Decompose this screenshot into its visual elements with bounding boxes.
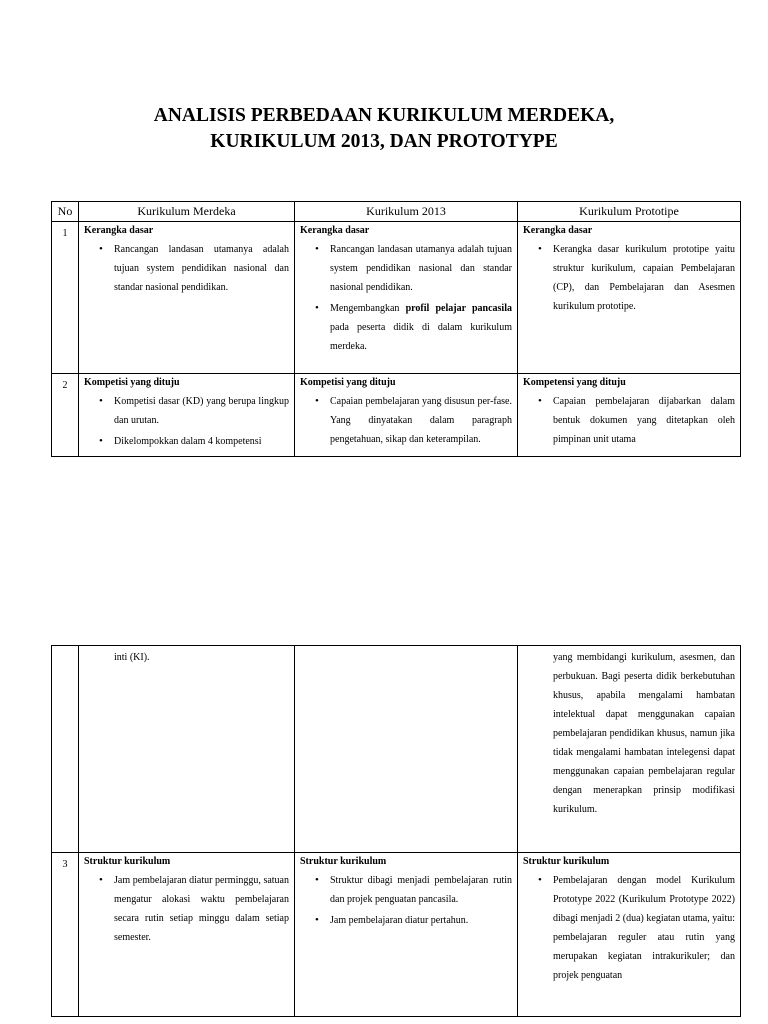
comparison-table-page-2 bbox=[51, 645, 741, 1017]
list-item: • Capaian pembelajaran dijabarkan dalam bentuk dokumen yang ditetapkan oleh pimpinan unit utama bbox=[553, 392, 735, 449]
list-item: • Struktur dibagi menjadi pembelajaran rutin dan projek penguatan pancasila. bbox=[330, 871, 512, 909]
header-prototipe: Kurikulum Prototipe bbox=[518, 202, 741, 222]
table-header-row bbox=[52, 202, 741, 222]
cell-heading: Kerangka dasar bbox=[300, 225, 370, 236]
cell-heading: Kerangka dasar bbox=[523, 225, 593, 236]
table-row bbox=[52, 222, 741, 374]
continued-text: inti (KI). bbox=[114, 652, 150, 663]
row-number: 1 bbox=[52, 222, 79, 374]
row-number bbox=[52, 646, 79, 853]
cell-heading: Struktur kurikulum bbox=[523, 856, 610, 867]
header-no: No bbox=[52, 202, 79, 222]
table-row-continued bbox=[52, 646, 741, 853]
cell-2013 bbox=[295, 853, 518, 1017]
cell-merdeka bbox=[79, 374, 295, 457]
cell-2013 bbox=[295, 646, 518, 853]
title-line-2: KURIKULUM 2013, DAN PROTOTYPE bbox=[210, 131, 558, 152]
cell-heading: Kompetisi yang dituju bbox=[300, 377, 396, 388]
list-item: • Kompetisi dasar (KD) yang berupa lingkup dan urutan. bbox=[114, 392, 289, 430]
cell-2013 bbox=[295, 374, 518, 457]
list-item: • Kerangka dasar kurikulum prototipe yaitu struktur kurikulum, capaian Pembelajaran (CP), dan Pembelajaran dan Asesmen kurikulum prototipe. bbox=[553, 240, 735, 316]
comparison-table-page-1 bbox=[51, 201, 741, 457]
table-row bbox=[52, 853, 741, 1017]
cell-heading: Struktur kurikulum bbox=[300, 856, 387, 867]
list-item: • Pembelajaran dengan model Kurikulum Prototype 2022 (Kurikulum Prototype 2022) dibagi menjadi 2 (dua) kegiatan utama, yaitu: pembelajaran reguler atau rutin yang merupakan kegiatan intrakurikuler; dan projek penguatan bbox=[553, 871, 735, 985]
text-span: Mengembangkan bbox=[330, 303, 406, 314]
header-2013: Kurikulum 2013 bbox=[295, 202, 518, 222]
cell-prototipe bbox=[518, 646, 741, 853]
cell-prototipe bbox=[518, 222, 741, 374]
cell-prototipe bbox=[518, 374, 741, 457]
row-number: 3 bbox=[52, 853, 79, 1017]
list-item: • Dikelompokkan dalam 4 kompetensi bbox=[114, 432, 289, 451]
cell-merdeka bbox=[79, 853, 295, 1017]
list-item bbox=[330, 299, 512, 356]
table-row bbox=[52, 374, 741, 457]
page-title bbox=[0, 103, 768, 155]
list-item: • Capaian pembelajaran yang disusun per-fase. Yang dinyatakan dalam paragraph pengetahuan, sikap dan keterampilan. bbox=[330, 392, 512, 449]
list-item: • Rancangan landasan utamanya adalah tujuan system pendidikan nasional dan standar nasional pendidikan. bbox=[114, 240, 289, 297]
cell-heading: Kompetisi yang dituju bbox=[84, 377, 180, 388]
header-merdeka: Kurikulum Merdeka bbox=[79, 202, 295, 222]
cell-2013 bbox=[295, 222, 518, 374]
cell-prototipe bbox=[518, 853, 741, 1017]
continued-text: yang membidangi kurikulum, asesmen, dan perbukuan. Bagi peserta didik berkebutuhan khusus, apabila mengalami hambatan intelektual dapat menggunakan capaian pembelajaran pendidikan khusus, namun jika tidak mengalami hambatan intelegensi dapat menggunakan capaian pembelajaran regular dengan menerapkan prinsip modifikasi kurikulum. bbox=[553, 652, 735, 815]
list-item: • Rancangan landasan utamanya adalah tujuan system pendidikan nasional dan standar nasional pendidikan. bbox=[330, 240, 512, 297]
title-line-1: ANALISIS PERBEDAAN KURIKULUM MERDEKA, bbox=[153, 105, 615, 126]
row-number: 2 bbox=[52, 374, 79, 457]
cell-heading: Kerangka dasar bbox=[84, 225, 154, 236]
list-item: • Jam pembelajaran diatur perminggu, satuan mengatur alokasi waktu pembelajaran secara rutin setiap minggu dalam setiap semester. bbox=[114, 871, 289, 947]
bold-term: profil pelajar pancasila bbox=[405, 303, 512, 314]
cell-heading: Struktur kurikulum bbox=[84, 856, 171, 867]
cell-merdeka bbox=[79, 222, 295, 374]
cell-heading: Kompetensi yang dituju bbox=[523, 377, 626, 388]
text-span: pada peserta didik di dalam kurikulum merdeka. bbox=[330, 322, 512, 352]
list-item: • Jam pembelajaran diatur pertahun. bbox=[330, 911, 512, 930]
cell-merdeka bbox=[79, 646, 295, 853]
